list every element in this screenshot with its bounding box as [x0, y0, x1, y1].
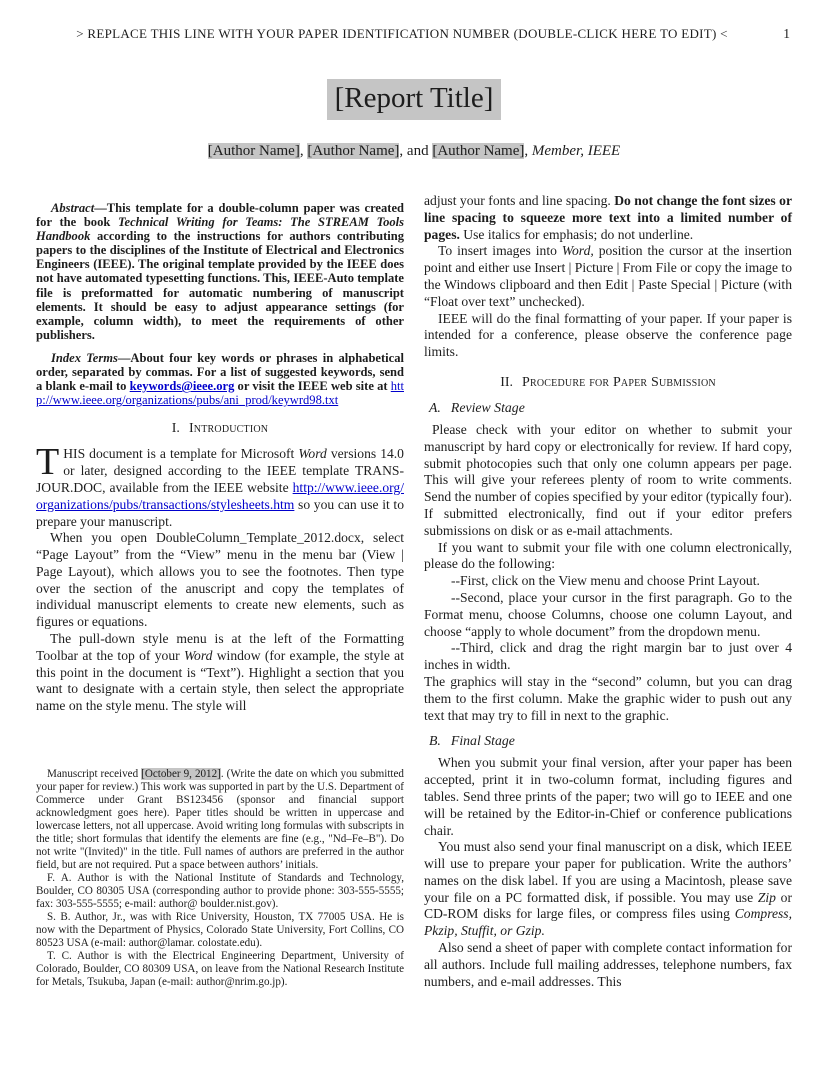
- section-heading-introduction: [36, 421, 404, 437]
- text-run: Zip: [757, 889, 776, 905]
- review-paragraph-1: [424, 422, 792, 540]
- index-terms-paragraph: [36, 351, 404, 407]
- step-first: [424, 573, 792, 590]
- text-run: [Author Name]: [207, 143, 300, 159]
- text-run: --Second, place your cursor in the first paragraph. Go to the Format menu, choose Columns, choose one column Layout, and choose “apply to whole document” from the dropdown menu.: [424, 589, 792, 639]
- text-run: Word: [298, 446, 327, 462]
- footnote-block: [36, 768, 404, 989]
- text-run: versions 14.0 or later, designed according to the IEEE template TRANS-JOUR.DOC, available from the IEEE website: [36, 446, 404, 495]
- text-run: T. C. Author is with the Electrical Engineering Department, University of Colorado, Boulder, CO 80309 USA, on leave from the National Research Institute for Metals, Tsukuba, Japan (e-mail: author@nrim.go.jp).: [36, 950, 404, 988]
- text-run: —This template for a double-column paper was created for the book: [36, 201, 404, 230]
- step-second: [424, 590, 792, 640]
- text-run: S. B. Author, Jr., was with Rice University, Houston, TX 77005 USA. He is now with the Department of Physics, Colorado State University, Fort Collins, CO 80523 USA (e-mail: author@lamar. colostate.edu).: [36, 911, 404, 949]
- final-paragraph-2: [424, 839, 792, 940]
- text-run: position the cursor at the insertion point and either use Insert | Picture | From File or copy the image to the Windows clipboard and then Edit | Paste Special | Picture (with “Float over text” unchecked).: [424, 243, 792, 309]
- step-third: [424, 640, 792, 674]
- text-run: The graphics will stay in the “second” column, but you can drag them to the first column. Make the graphic wider to push out any text that may try to fill in next to the graphic.: [424, 673, 792, 723]
- page-number: 1: [783, 26, 790, 41]
- text-run: --Third, click and drag the right margin bar to just over 4 inches in width.: [424, 640, 792, 673]
- text-run: Use italics for emphasis; do not underline.: [459, 226, 694, 242]
- text-run: IEEE will do the final formatting of your paper. If your paper is intended for a conference, please observe the conference page limits.: [424, 310, 792, 360]
- running-header[interactable]: > REPLACE THIS LINE WITH YOUR PAPER IDENTIFICATION NUMBER (DOUBLE-CLICK HERE TO EDIT) <: [76, 26, 728, 41]
- intro-paragraph-1: [36, 441, 404, 530]
- text-run: ,: [299, 143, 308, 159]
- subsection-title: Review Stage: [450, 399, 525, 415]
- footnote-author-sb: [36, 911, 404, 950]
- subsection-heading-review-stage: [424, 400, 792, 416]
- text-run: according to the instructions for authors contributing papers to the disciplines of the Institute of Electrical and Electronics Engineers (IEEE). The original template provided by the IEEE does not have automated typesetting functions. This, IEEE-Auto template file is preformatted for automatic numbering of manuscript elements. It should be easy to adjust appearance settings (for example, column width), to meet the requirements of other publishers.: [36, 229, 404, 342]
- text-run: Also send a sheet of paper with complete contact information for all authors. Include full mailing addresses, telephone numbers, fax numbers, and e-mail addresses. This: [424, 940, 792, 989]
- text-run: [Author Name]: [432, 143, 525, 159]
- abstract-paragraph: [36, 201, 404, 342]
- final-paragraph-3: [424, 940, 792, 990]
- section-heading-procedure: [424, 375, 792, 391]
- text-run: Technical Writing for Teams: The STREAM Tools Handbook: [36, 215, 404, 244]
- intro-paragraph-1-text: [36, 441, 404, 529]
- left-column: [36, 201, 404, 715]
- text-run: Abstract: [51, 201, 95, 215]
- intro-paragraph-2: [36, 530, 404, 631]
- text-run: When you submit your final version, after your paper has been accepted, print it in two-column format, including figures and tables. Send three prints of the paper; two will go to IEEE and one will be retained by the Editor-in-Chief or conference publications chair.: [424, 755, 792, 838]
- review-paragraph-2: [424, 540, 792, 574]
- graphics-paragraph: [424, 674, 792, 724]
- text-run: Index Terms: [51, 350, 118, 365]
- text-run: Compress, Pkzip, Stuffit, or Gzip.: [424, 906, 792, 939]
- text-run: adjust your fonts and line spacing.: [424, 193, 615, 208]
- subsection-number: B.: [429, 733, 441, 749]
- text-run: Member, IEEE: [531, 143, 621, 159]
- text-run: Do not change the font sizes or line spacing to squeeze more text into a limited number of pages.: [424, 193, 792, 242]
- text-run: window (for example, the style at this point in the document is “Text”). Highlight a section that you want to designate with a certain style, then select the appropriate name on the style menu. The style will: [36, 647, 404, 714]
- text-run: [October 9, 2012]: [141, 768, 221, 780]
- text-run: Word,: [561, 243, 594, 259]
- section-number: II.: [500, 374, 514, 390]
- subsection-heading-final-stage: [424, 733, 792, 749]
- text-run: so you can use it to prepare your manuscript.: [36, 496, 404, 529]
- hyperlink[interactable]: http://www.ieee.org/organizations/pubs/transactions/stylesheets.htm: [36, 479, 404, 512]
- footnote-author-tc: [36, 950, 404, 989]
- paper-title: [0, 79, 828, 120]
- text-run: Manuscript received: [47, 768, 142, 780]
- final-formatting-paragraph: [424, 311, 792, 361]
- text-run: --First, click on the View menu and choose Print Layout.: [451, 573, 760, 589]
- text-run: or CD-ROM disks for large files, or compress files using: [424, 889, 792, 922]
- final-paragraph-1: [424, 755, 792, 839]
- footnote-author-fa: [36, 872, 404, 911]
- section-title: Introduction: [188, 421, 269, 437]
- text-run: HIS document is a template for Microsoft: [63, 446, 299, 462]
- text-run: ,: [524, 143, 532, 159]
- text-run: F. A. Author is with the National Institute of Standards and Technology, Boulder, CO 80305 USA (corresponding author to provide phone: 303-555-5555; fax: 303-555-5555; e-mail: author@ boulder.nist.gov).: [36, 872, 404, 910]
- text-run: —About four key words or phrases in alphabetical order, separated by commas. For a list of suggested keywords, send a blank e-mail to: [36, 350, 404, 394]
- drop-cap: T: [36, 441, 60, 484]
- subsection-number: A.: [429, 399, 441, 415]
- text-run: Word: [183, 647, 213, 663]
- text-run: You must also send your final manuscript on a disk, which IEEE will use to prepare your paper for publication. Write the authors’ names on the disk label. If you are using a Macintosh, please save your file on a PC formatted disk, if possible. You may use: [424, 839, 792, 905]
- paper-title-placeholder[interactable]: [Report Title]: [327, 79, 502, 120]
- section-title: Procedure for Paper Submission: [522, 374, 716, 390]
- text-run: The pull-down style menu is at the left of the Formatting Toolbar at the top of your: [36, 631, 404, 663]
- text-run: Please check with your editor on whether to submit your manuscript by hard copy or electronically for review. If hard copy, submit photocopies such that only one column appears per page. This will give your referees plenty of room to write comments. Send the number of copies specified by your editor (typically four). If submitted electronically, find out if your editor prefers submissions on disk or as e-mail attachments.: [424, 421, 792, 538]
- text-run: To insert images into: [438, 243, 562, 259]
- right-column: [424, 193, 792, 990]
- hyperlink[interactable]: http://www.ieee.org/organizations/pubs/ani_prod/keywrd98.txt: [36, 379, 404, 408]
- subsection-title: Final Stage: [450, 733, 515, 749]
- section-number: I.: [171, 421, 180, 437]
- intro-paragraph-3: [36, 631, 404, 715]
- text-run: If you want to submit your file with one column electronically, please do the following:: [424, 539, 792, 572]
- fonts-paragraph: [424, 193, 792, 243]
- text-run: or visit the IEEE web site at: [234, 379, 391, 394]
- footnote-manuscript-received: [36, 768, 404, 872]
- author-byline: [0, 143, 828, 160]
- text-run: . (Write the date on which you submitted your paper for review.) This work was supported in part by the U.S. Department of Commerce under Grant BS123456 (sponsor and financial support acknowledgment goes here). Paper titles should be written in uppercase and lowercase letters, not all uppercase. Avoid writing long formulas with subscripts in the title; short formulas that identify the elements are fine (e.g., "Nd–Fe–B"). Do not write "(Invited)" in the title. Full names of authors are preferred in the author field, but are not required. Put a space between authors’ initials.: [36, 768, 404, 871]
- text-run: [Author Name]: [307, 143, 400, 159]
- hyperlink[interactable]: keywords@ieee.org: [129, 379, 235, 394]
- insert-images-paragraph: [424, 243, 792, 310]
- text-run: , and: [399, 143, 433, 159]
- text-run: When you open DoubleColumn_Template_2012.docx, select “Page Layout” from the “View” menu in the menu bar (View | Page Layout), which allows you to see the footnotes. Then type over the section of the anuscript and copy the templates of individual manuscript elements to create new elements, such as figures or equations.: [36, 530, 404, 630]
